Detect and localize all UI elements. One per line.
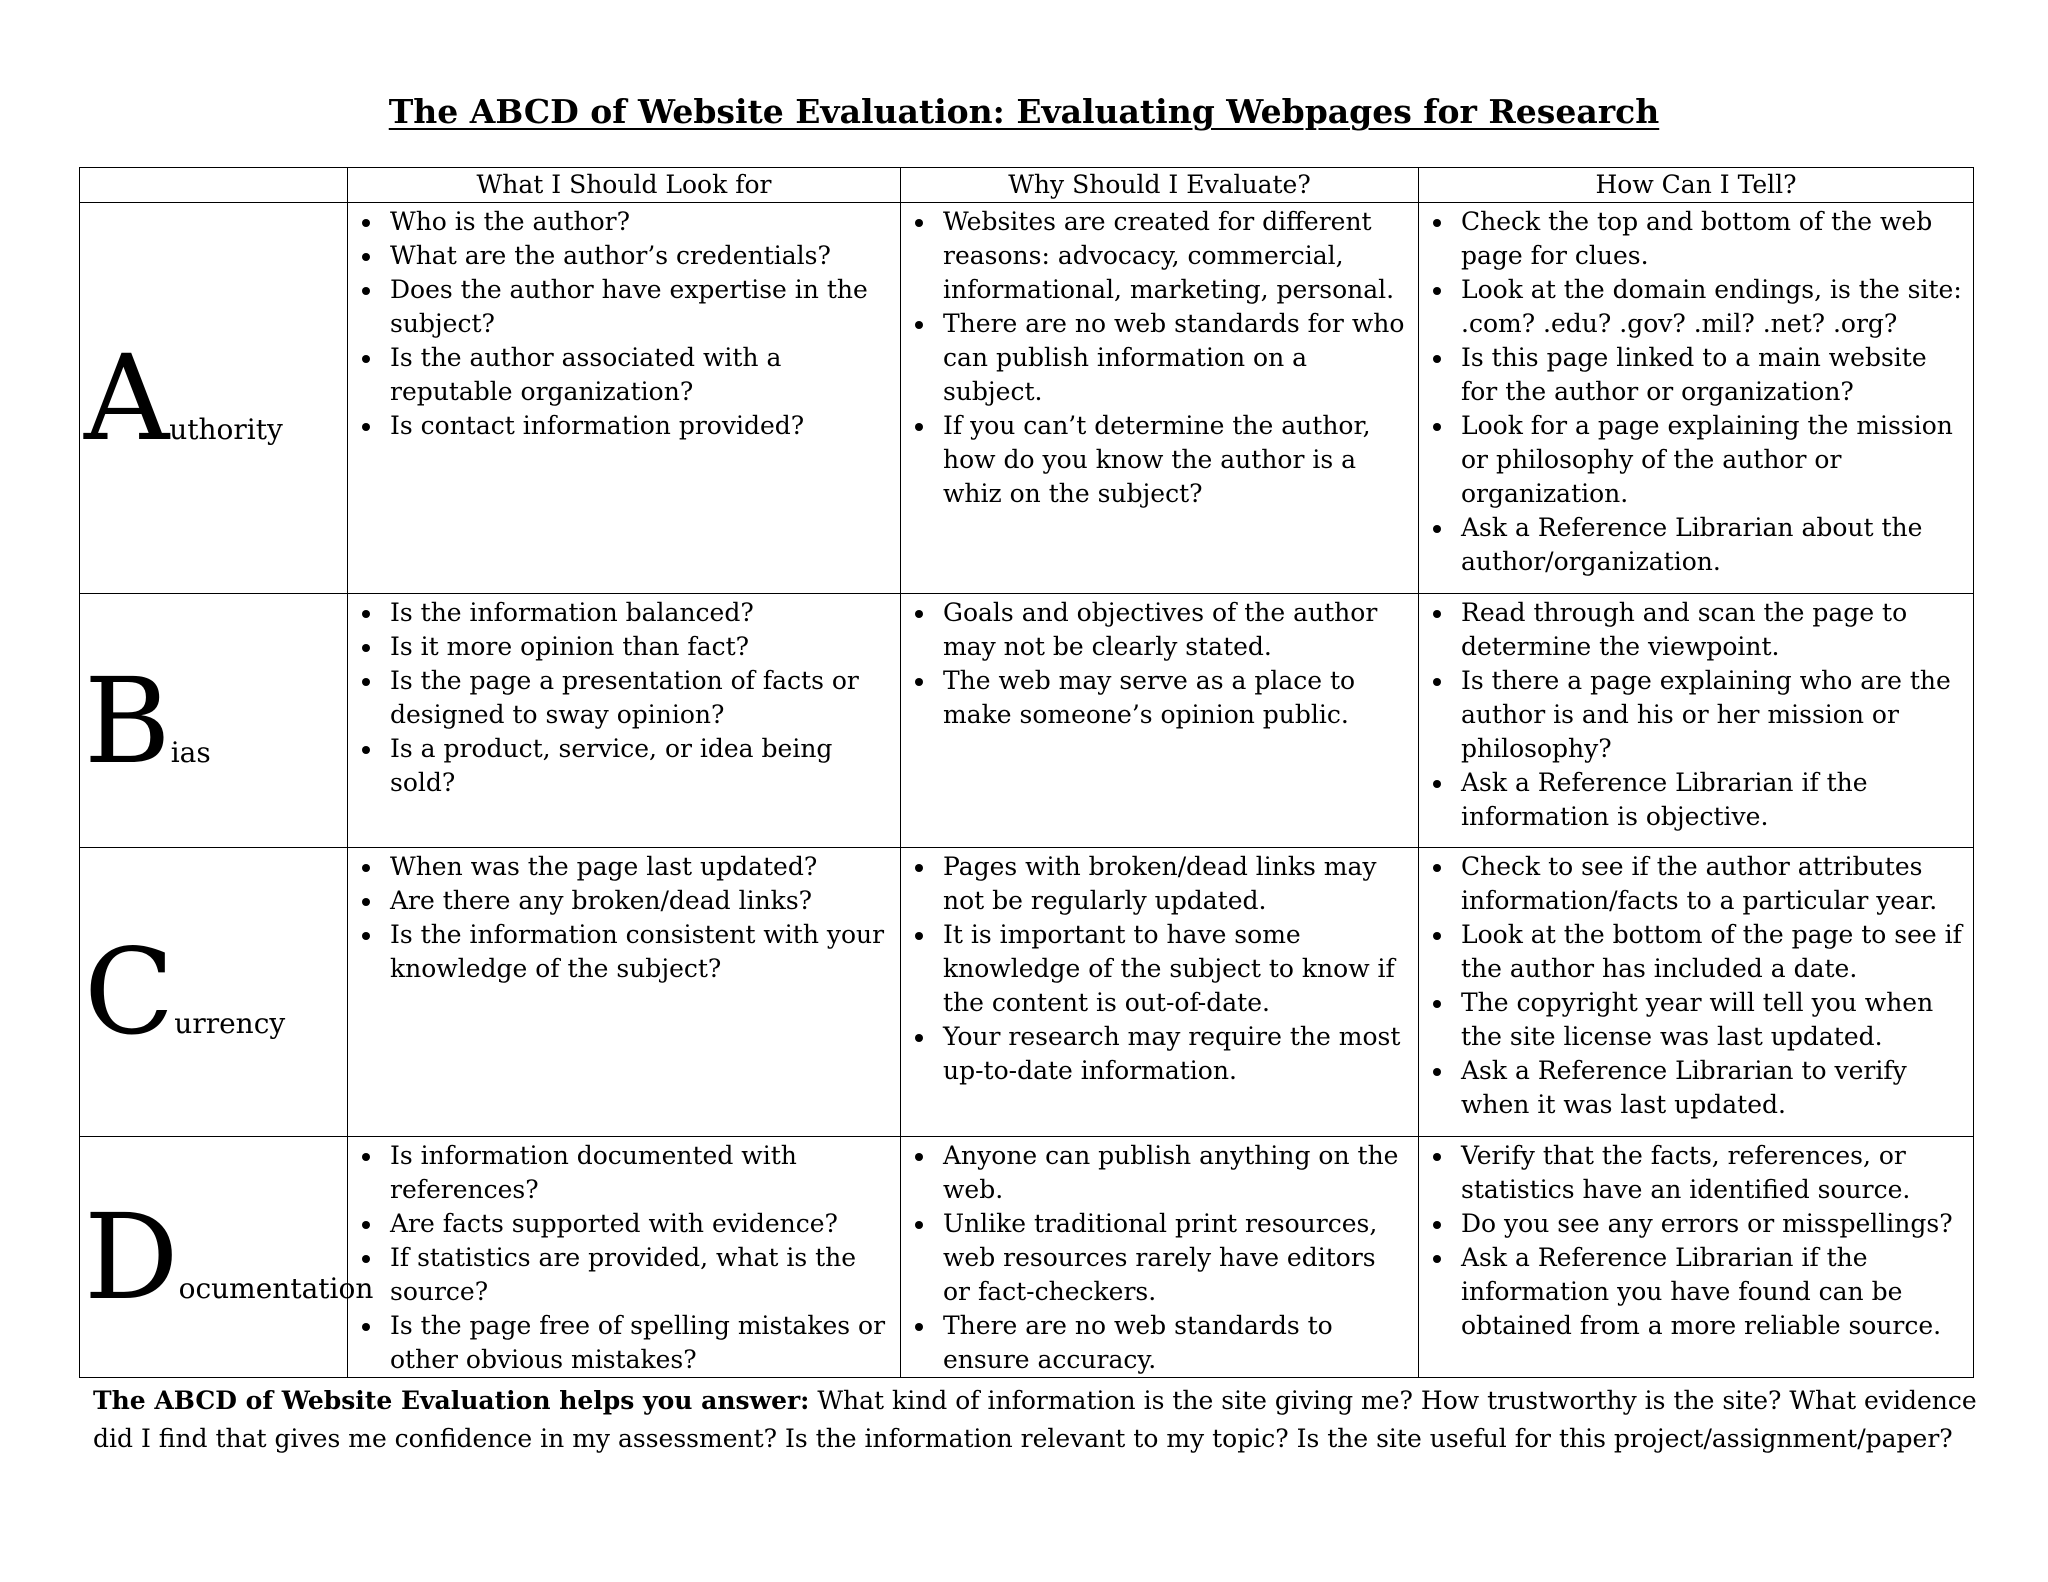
list-item: Is the page free of spelling mistakes or other obvious mistakes?	[390, 1309, 892, 1377]
row-label-rest: ocumentation	[178, 1272, 374, 1305]
cell-how	[1419, 1137, 1974, 1378]
list-item: Does the author have expertise in the subject?	[390, 273, 892, 341]
list-item: Read through and scan the page to determine the viewpoint.	[1461, 596, 1965, 664]
list-item: Pages with broken/dead links may not be regularly updated.	[943, 850, 1410, 918]
bullet-list	[901, 596, 1418, 732]
cell-how	[1419, 594, 1974, 848]
bullet-list	[901, 1139, 1418, 1377]
table-row-bias	[80, 594, 1974, 848]
list-item: Verify that the facts, references, or statistics have an identified source.	[1461, 1139, 1965, 1207]
list-item: There are no web standards for who can publish information on a subject.	[943, 307, 1410, 409]
list-item: Are facts supported with evidence?	[390, 1207, 892, 1241]
list-item: If you can’t determine the author, how do you know the author is a whiz on the subject?	[943, 409, 1410, 511]
cell-look	[348, 848, 901, 1137]
list-item: The web may serve as a place to make someone’s opinion public.	[943, 664, 1410, 732]
list-item: Is the author associated with a reputable organization?	[390, 341, 892, 409]
list-item: Is a product, service, or idea being sold?	[390, 732, 892, 800]
list-item: Is the information consistent with your knowledge of the subject?	[390, 918, 892, 986]
table-header-row	[80, 168, 1974, 203]
row-label-rest: urrency	[174, 1007, 286, 1040]
bullet-list	[1419, 205, 1973, 579]
cell-how	[1419, 848, 1974, 1137]
row-label-cell	[80, 594, 348, 848]
bullet-list	[1419, 850, 1973, 1122]
list-item: Do you see any errors or misspellings?	[1461, 1207, 1965, 1241]
row-label-cell	[80, 848, 348, 1137]
header-label-cell	[80, 168, 348, 203]
row-label-cell	[80, 1137, 374, 1378]
cell-look	[348, 594, 901, 848]
bullet-list	[348, 1139, 900, 1377]
bullet-list	[348, 596, 900, 800]
table-row-currency	[80, 848, 1974, 1137]
header-how-can-i-tell: How Can I Tell?	[1419, 168, 1974, 203]
footer-note	[93, 1382, 1983, 1458]
list-item: Check the top and bottom of the web page for clues.	[1461, 205, 1965, 273]
list-item: Is this page linked to a main website for the author or organization?	[1461, 341, 1965, 409]
header-why-evaluate: Why Should I Evaluate?	[901, 168, 1419, 203]
list-item: What are the author’s credentials?	[390, 239, 892, 273]
table-body	[80, 203, 1974, 1378]
list-item: Are there any broken/dead links?	[390, 884, 892, 918]
list-item: Look for a page explaining the mission or philosophy of the author or organization.	[1461, 409, 1965, 511]
cell-why	[901, 848, 1419, 1137]
header-what-to-look-for: What I Should Look for	[348, 168, 901, 203]
bullet-list	[1419, 1139, 1973, 1343]
bullet-list	[901, 205, 1418, 511]
footer-text: What kind of information is the site giving me? How trustworthy is the site? What evidence did I find that gives me confidence in my assessment? Is the information relevant to my topic? Is the site useful for this project/assignment/paper?	[93, 1386, 1977, 1453]
cell-why	[901, 594, 1419, 848]
cell-why	[901, 203, 1419, 594]
list-item: Look at the bottom of the page to see if the author has included a date.	[1461, 918, 1965, 986]
cell-look	[348, 203, 901, 594]
bullet-list	[901, 850, 1418, 1088]
row-initial-letter: C	[84, 923, 175, 1061]
list-item: Is the page a presentation of facts or designed to sway opinion?	[390, 664, 892, 732]
list-item: Is the information balanced?	[390, 596, 892, 630]
list-item: Unlike traditional print resources, web resources rarely have editors or fact-checkers.	[943, 1207, 1410, 1309]
list-item: Ask a Reference Librarian if the information is objective.	[1461, 766, 1965, 834]
footer-lead: The ABCD of Website Evaluation helps you answer:	[93, 1386, 810, 1415]
list-item: Who is the author?	[390, 205, 892, 239]
list-item: Is there a page explaining who are the author is and his or her mission or philosophy?	[1461, 664, 1965, 766]
list-item: There are no web standards to ensure accuracy.	[943, 1309, 1410, 1377]
cell-look	[348, 1137, 901, 1378]
bullet-list	[348, 850, 900, 986]
list-item: It is important to have some knowledge of the subject to know if the content is out-of-date.	[943, 918, 1410, 1020]
cell-how	[1419, 203, 1974, 594]
list-item: Ask a Reference Librarian about the author/organization.	[1461, 511, 1965, 579]
bullet-list	[1419, 596, 1973, 834]
row-initial-letter: B	[84, 651, 171, 790]
list-item: Ask a Reference Librarian if the information you have found can be obtained from a more reliable source.	[1461, 1241, 1965, 1343]
list-item: Check to see if the author attributes information/facts to a particular year.	[1461, 850, 1965, 918]
list-item: The copyright year will tell you when the site license was last updated.	[1461, 986, 1965, 1054]
row-label-cell	[80, 203, 348, 594]
row-label-rest: uthority	[169, 413, 283, 446]
list-item: Anyone can publish anything on the web.	[943, 1139, 1410, 1207]
table-row-documentation	[80, 1137, 1974, 1378]
cell-why	[901, 1137, 1419, 1378]
list-item: Goals and objectives of the author may not be clearly stated.	[943, 596, 1410, 664]
row-label-rest: ias	[170, 735, 211, 769]
row-initial-letter: D	[84, 1188, 179, 1326]
list-item: Is it more opinion than fact?	[390, 630, 892, 664]
bullet-list	[348, 205, 900, 443]
table-row-authority	[80, 203, 1974, 594]
row-initial-letter: A	[84, 329, 170, 467]
list-item: Is contact information provided?	[390, 409, 892, 443]
evaluation-table	[79, 167, 1974, 1378]
list-item: Ask a Reference Librarian to verify when it was last updated.	[1461, 1054, 1965, 1122]
list-item: Look at the domain endings, is the site: .com? .edu? .gov? .mil? .net? .org?	[1461, 273, 1965, 341]
list-item: Is information documented with references?	[390, 1139, 892, 1207]
list-item: If statistics are provided, what is the source?	[390, 1241, 892, 1309]
list-item: Websites are created for different reasons: advocacy, commercial, informational, marketing, personal.	[943, 205, 1410, 307]
page-title: The ABCD of Website Evaluation: Evaluating Webpages for Research	[388, 92, 1660, 131]
list-item: Your research may require the most up-to-date information.	[943, 1020, 1410, 1088]
list-item: When was the page last updated?	[390, 850, 892, 884]
